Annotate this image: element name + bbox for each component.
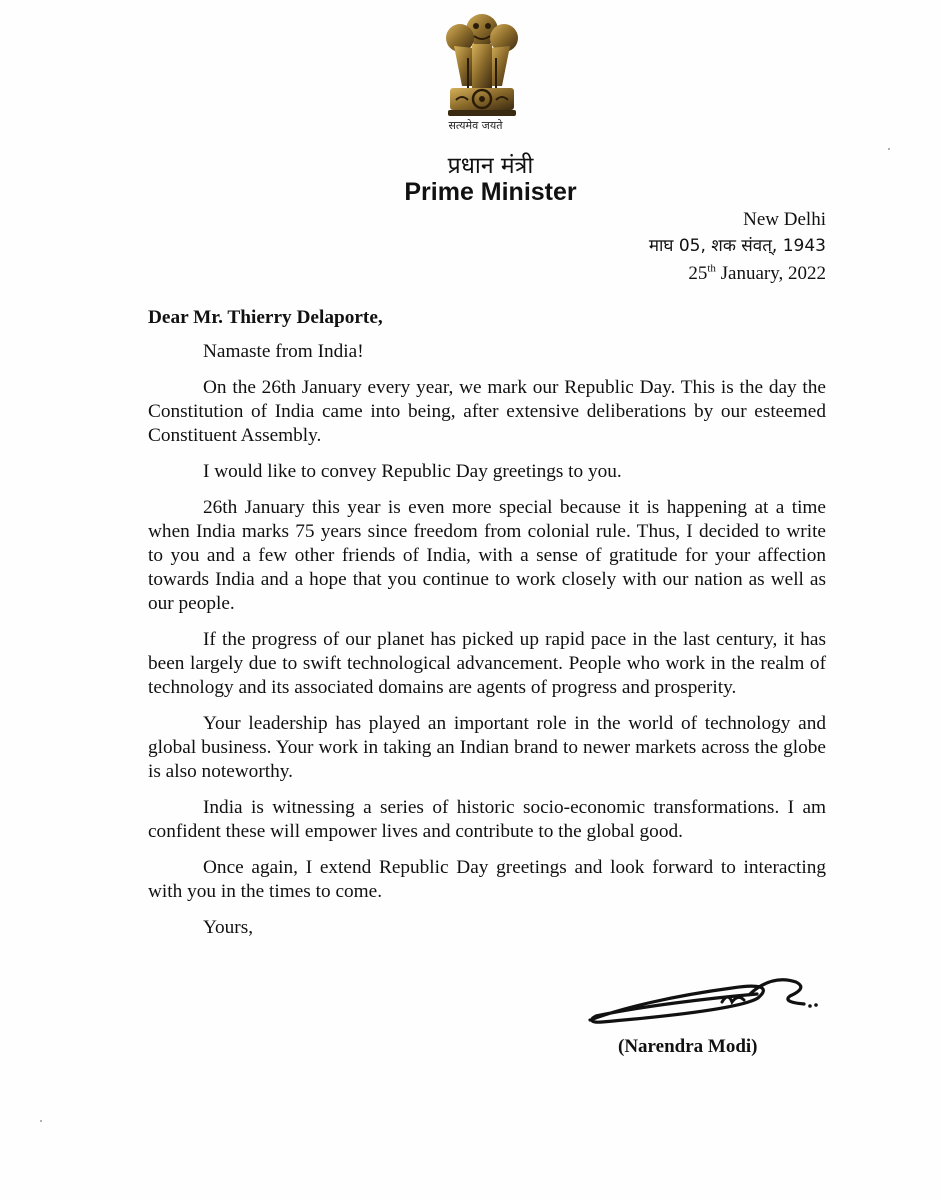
paragraph: If the progress of our planet has picked up rapid pace in the last century, it has been largely due to swift technological advancement. People who work in the realm of technology and its associated domains are agents of progress and prosperity. <box>148 629 826 698</box>
place-date-block <box>649 206 826 287</box>
signatory-name: (Narendra Modi) <box>618 1036 758 1057</box>
english-date: 25th January, 2022 <box>688 262 826 284</box>
letter-body <box>148 306 826 940</box>
paper-speck <box>888 148 890 150</box>
state-emblem-icon <box>428 8 536 126</box>
salutation: Dear Mr. Thierry Delaporte, <box>148 307 383 328</box>
paragraph: Namaste from India! <box>203 341 364 362</box>
place: New Delhi <box>743 209 826 230</box>
signature <box>582 968 822 1030</box>
paper-speck <box>40 1120 42 1122</box>
paragraph: Your leadership has played an important role in the world of technology and global business. Your work in taking an Indian brand to newer markets across the globe is also noteworthy. <box>148 713 826 782</box>
paragraph: India is witnessing a series of historic socio-economic transformations. I am confident these will empower lives and contribute to the global good. <box>148 797 826 842</box>
closing: Yours, <box>203 917 254 938</box>
paragraph: Once again, I extend Republic Day greetings and look forward to interacting with you in the times to come. <box>148 857 826 902</box>
paragraph: I would like to convey Republic Day greetings to you. <box>203 461 622 482</box>
emblem-motto: सत्यमेव जयते <box>448 119 503 132</box>
hindi-date: माघ 05, शक संवत्, 1943 <box>648 236 826 256</box>
office-title-hindi: प्रधान मंत्री <box>447 153 534 179</box>
office-title-english: Prime Minister <box>404 178 577 206</box>
paragraph: 26th January this year is even more special because it is happening at a time when India marks 75 years since freedom from colonial rule. Thus, I decided to write to you and a few other friends of India, with a sense of gratitude for your affection towards India and a hope that you continue to work closely with our nation as well as our people. <box>148 497 826 614</box>
paragraph: On the 26th January every year, we mark our Republic Day. This is the day the Constitution of India came into being, after extensive deliberations by our esteemed Constituent Assembly. <box>148 377 826 446</box>
